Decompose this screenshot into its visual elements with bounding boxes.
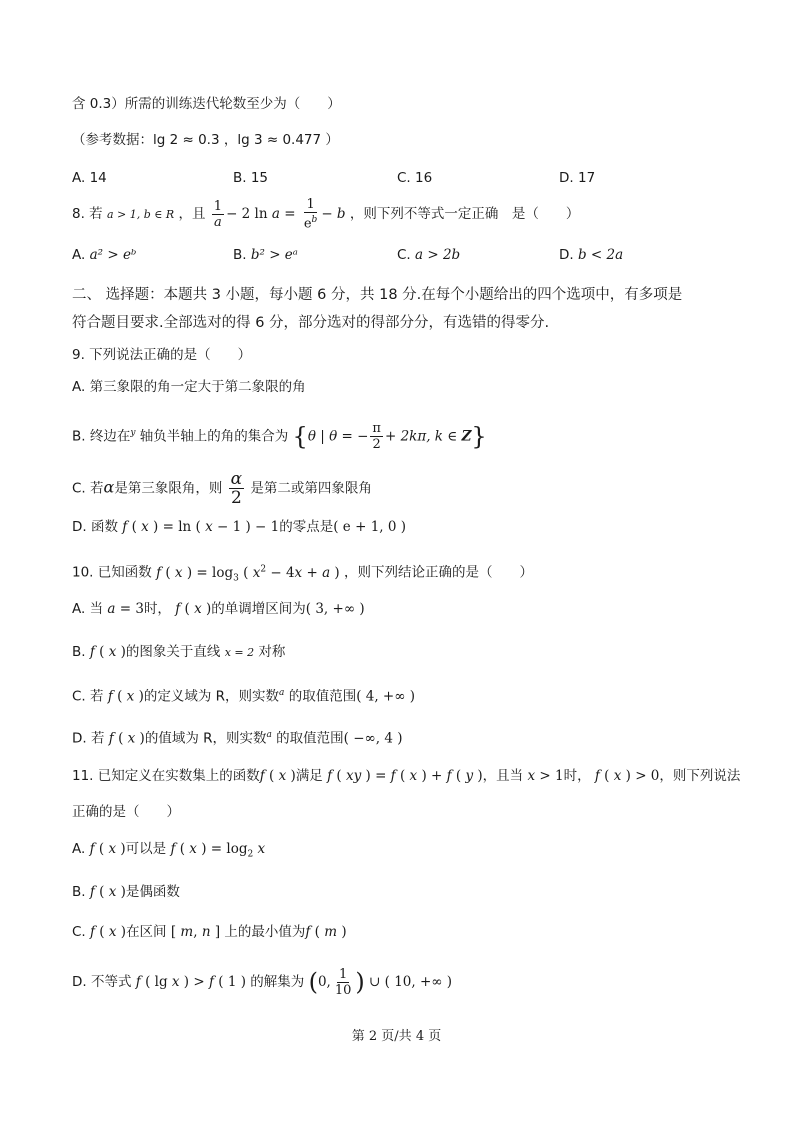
q10-stem: 10. 已知函数 f ( x ) = $\log_3$ ( $x^2 - 4x + a$ ) ，则下列结论正确的是（ ） — [72, 564, 533, 584]
section-2-instructions: 符合题目要求.全部选对的得 6 分，部分选对的得部分分，有选错的得零分. — [72, 315, 550, 331]
q10-option-a: A. 当 a = 3时， f ( x )的单调增区间为( 3, +∞ ) — [72, 601, 365, 617]
q8-label: 8. 若 — [72, 206, 103, 222]
q10-option-b: B. f ( x )的图象关于直线 x = 2 对称 — [72, 644, 286, 660]
q11-stem-line2: 正确的是（ ） — [72, 804, 180, 820]
page-footer: 第 2 页/共 4 页 — [351, 1029, 442, 1044]
reference-data: （参考数据：lg 2 ≈ 0.3 ，lg 3 ≈ 0.477 ） — [72, 132, 339, 148]
q11-option-b: B. f ( x )是偶函数 — [72, 884, 180, 900]
q9-option-b: B. 终边在$^y$ 轴负半轴上的角的集合为 {θ | θ = − $\frac{\pi}{2}$ + 2kπ, k ∈ Z} — [72, 421, 487, 452]
q10-option-c: C. 若 f ( x )的定义域为 R，则实数$^a$ 的取值范围( 4, +∞ ) — [72, 688, 416, 705]
q9-option-c: C. 若α是第三象限角，则 $\frac{\alpha}{2}$ 是第二或第四象限角 — [72, 469, 372, 508]
q11-stem: 11. 已知定义在实数集上的函数f ( x )满足 f ( xy ) = f ( x ) + f ( y )，且当 x > 1时， f ( x ) > 0，则下列说法 — [72, 768, 741, 784]
q9-stem: 9. 下列说法正确的是（ ） — [72, 347, 252, 363]
q10-option-d: D. 若 f ( x )的值域为 R，则实数$^a$ 的取值范围( −∞, 4 ) — [72, 730, 403, 747]
q8-option-c: C. a > 2b — [397, 247, 461, 263]
q11-option-a: A. f ( x )可以是 f ( x ) = $\log_2 x$ — [72, 841, 266, 860]
q8-option-b: B. b² > eᵃ — [233, 247, 298, 263]
q8-question: ，则下列不等式一定正确 是（ ） — [349, 206, 580, 222]
q7-option-b: B. 15 — [233, 170, 269, 186]
q9-option-a: A. 第三象限的角一定大于第二象限的角 — [72, 379, 306, 395]
q8-stem: 8. 若 a > 1, b ∈ R ，且 $\frac{1}{a}$ − 2 ln a = $\frac{1}{e^b}$ − b ，则下列不等式一定正确 是（ ） — [72, 196, 580, 232]
q8-option-d: D. b < 2a — [559, 247, 624, 263]
q9-option-d: D. 函数 f ( x ) = ln ( x − 1 ) − 1的零点是( e + 1, 0 ) — [72, 519, 407, 535]
q11-option-c: C. f ( x )在区间 [ m, n ] 上的最小值为f ( m ) — [72, 924, 347, 940]
q8-connector: ，且 — [178, 206, 206, 222]
q7-option-a: A. 14 — [72, 170, 107, 186]
q8-frac-1-over-a: $\frac{1}{a}$ — [213, 198, 223, 230]
section-2-heading: 二、 选择题：本题共 3 小题，每小题 6 分，共 18 分.在每个小题给出的四个选项中，有多项是 — [72, 287, 683, 303]
q8-option-a: A. a² > eᵇ — [72, 247, 137, 263]
q7-stem-tail: 含 0.3）所需的训练迭代轮数至少为（ ） — [72, 96, 341, 112]
q7-option-d: D. 17 — [559, 170, 596, 186]
q7-option-c: C. 16 — [397, 170, 433, 186]
q8-frac-1-over-eb: $\frac{1}{e^b}$ — [303, 196, 318, 232]
q11-option-d: D. 不等式 f ( lg x ) > f ( 1 ) 的解集为 (0, $\frac{1}{10}$ ) ∪ ( 10, +∞ ) — [72, 966, 453, 998]
q8-condition: a > 1, b ∈ R — [106, 208, 175, 221]
